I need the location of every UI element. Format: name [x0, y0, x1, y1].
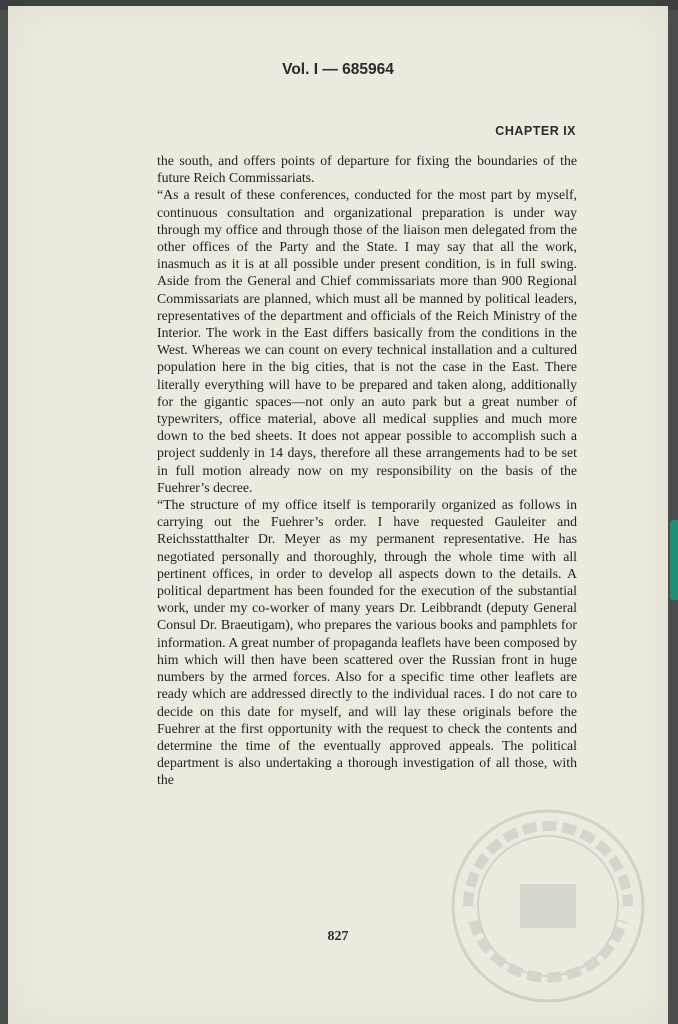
paragraph: “The structure of my office itself is temporarily organized as follows in carrying out the Fuehrer’s order. I have requested Gauleiter and Reichsstatthalter Dr. Meyer as my permanent representative. He has negotiated personally and thoroughly, through the whole time with all pertinent offices, in order to develop all aspects down to the details. A political department has been founded for the execution of the substantial work, under my co-worker of many years Dr. Leibbrandt (deputy General Consul Dr. Braeutigam), who prepares the various books and pamphlets for information. A great number of propaganda leaflets have been composed by him which will then have been scattered over the Russian front in huge numbers by the armed forces. Also for a specific time other leaflets are ready which are addressed directly to the individual races. I do not care to decide on this date for myself, and will lay these originals before the Fuehrer at the first opportunity with the request to check the contents and determine the time of the eventually approved appeals. The political department is also undertaking a thorough investigation of all those, with the [157, 497, 577, 788]
university-seal-watermark [448, 806, 648, 1006]
body-text [157, 152, 577, 789]
chapter-heading: CHAPTER IX [495, 124, 576, 138]
paragraph: the south, and offers points of departure for fixing the boundaries of the future Reich Commissariats. [157, 153, 577, 186]
page-header: Vol. I — 685964 [282, 61, 394, 78]
document-page [8, 6, 668, 1024]
page-tab-marker [670, 520, 678, 600]
paragraph: “As a result of these conferences, conducted for the most part by myself, continuous consultation and organizational preparation is under way through my office and through those of the liaison men delegated from the other offices of the Party and the State. I may say that all the work, inasmuch as it is at all possible under present condition, is in full swing. Aside from the General and Chief commissariats more than 900 Regional Commissariats are planned, which must all be manned by political leaders, representatives of the department and officials of the Reich Ministry of the Interior. The work in the East differs basically from the conditions in the West. Whereas we can count on every technical installation and a cultured population here in the big cities, that is not the case in the East. There literally everything will have to be prepared and taken along, additionally for the gigantic spaces—not only an auto park but a great number of typewriters, office material, above all medical supplies and much more down to the bed sheets. It does not appear possible to accomplish such a project suddenly in 14 days, therefore all these arrangements had to be set in full motion already now on my responsibility on the basis of the Fuehrer’s decree. [157, 187, 577, 495]
page-number: 827 [327, 929, 349, 944]
